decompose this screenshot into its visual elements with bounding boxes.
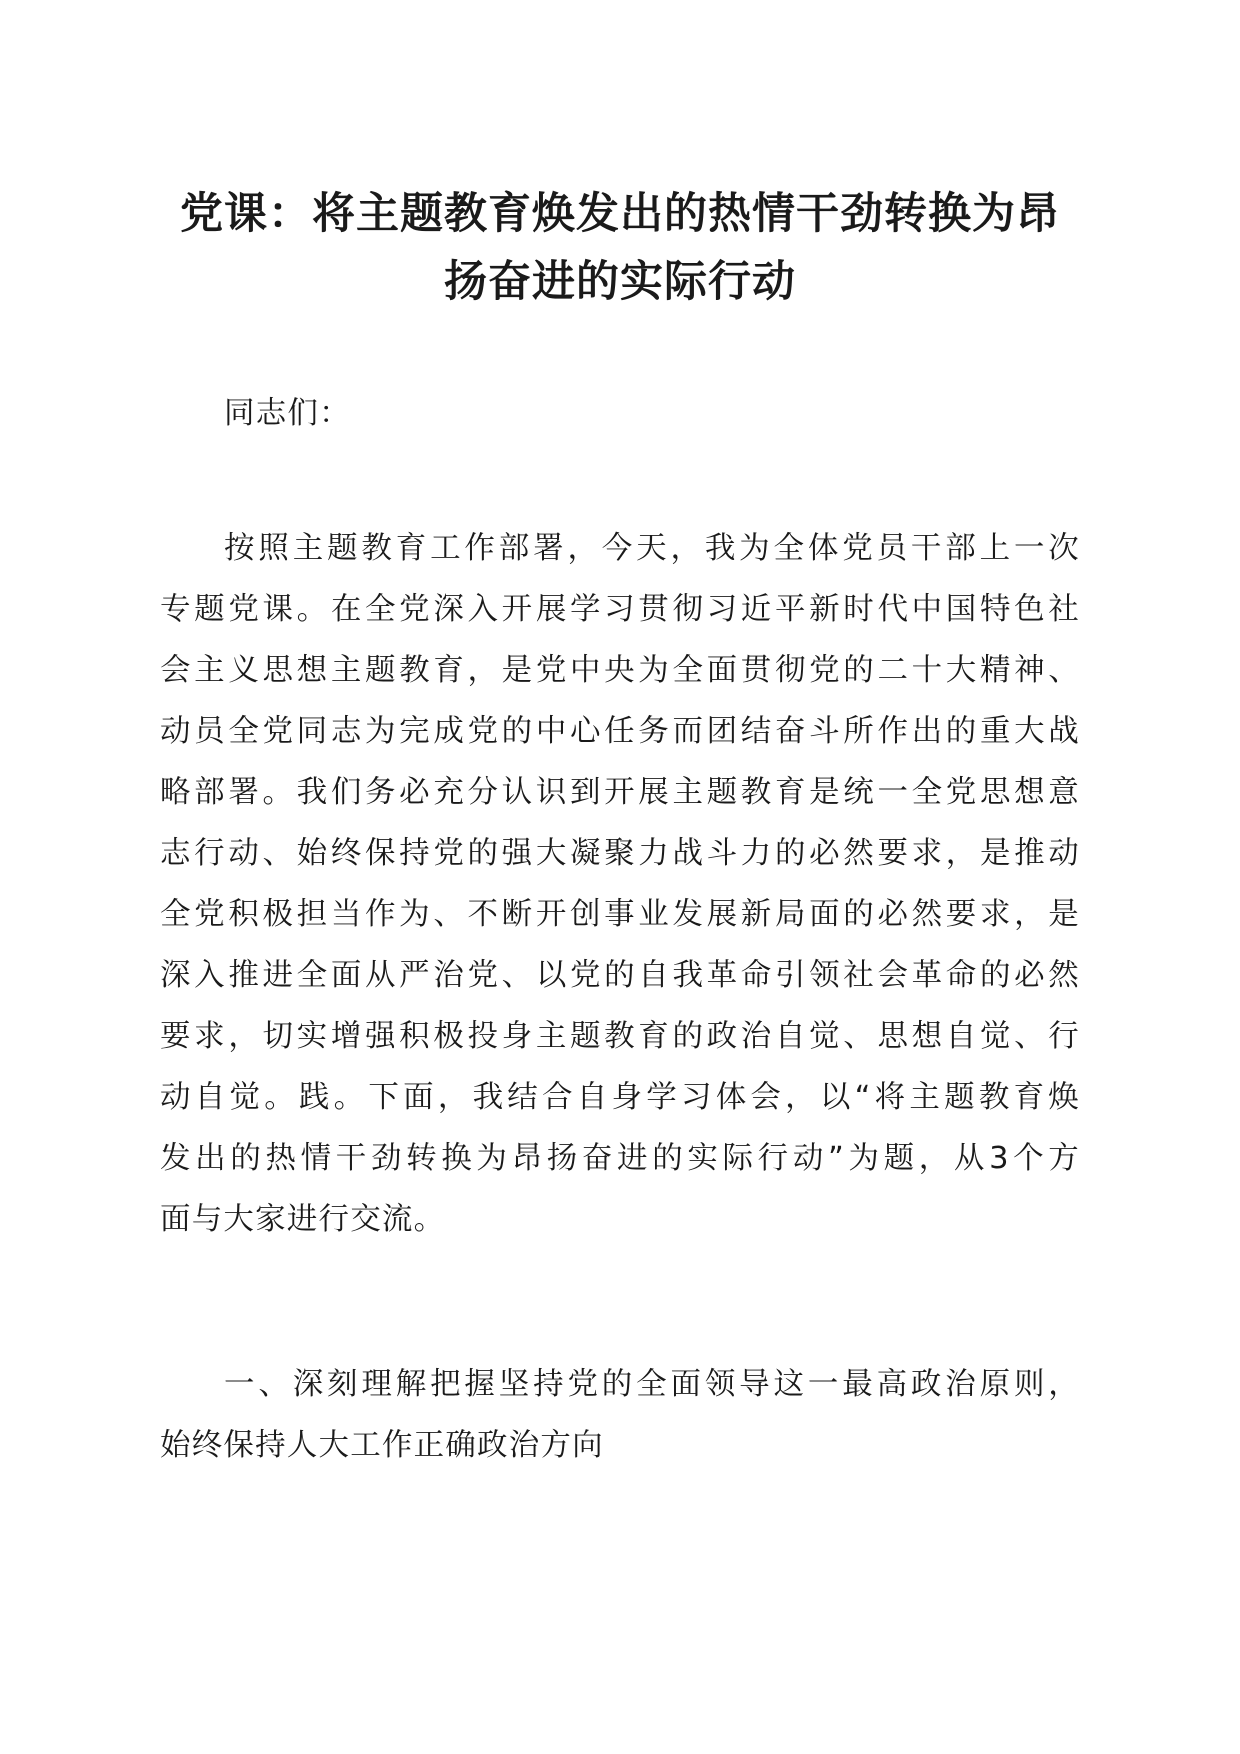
paragraph-line: 全党积极担当作为、不断开创事业发展新局面的必然要求，是 xyxy=(160,897,1080,932)
paragraph-line: 会主义思想主题教育，是党中央为全面贯彻党的二十大精神、 xyxy=(160,653,1080,688)
title-line-2: 扬奋进的实际行动 xyxy=(444,257,796,307)
paragraph-line: 要求，切实增强积极投身主题教育的政治自觉、思想自觉、行 xyxy=(160,1019,1080,1054)
paragraph-line: 专题党课。在全党深入开展学习贯彻习近平新时代中国特色社 xyxy=(160,592,1080,627)
document-title xyxy=(150,180,1090,316)
heading-line: 始终保持人大工作正确政治方向 xyxy=(160,1428,604,1463)
paragraph-line: 深入推进全面从严治党、以党的自我革命引领社会革命的必然 xyxy=(160,958,1080,993)
paragraph-line: 面与大家进行交流。 xyxy=(160,1202,446,1237)
heading-line: 一、深刻理解把握坚持党的全面领导这一最高政治原则， xyxy=(224,1367,1080,1402)
section-heading-1 xyxy=(160,1354,1080,1476)
paragraph-line: 按照主题教育工作部署，今天，我为全体党员干部上一次 xyxy=(224,531,1080,566)
salutation xyxy=(160,383,1080,444)
paragraph-line: 动员全党同志为完成党的中心任务而团结奋斗所作出的重大战 xyxy=(160,714,1080,749)
paragraph-line: 略部署。我们务必充分认识到开展主题教育是统一全党思想意 xyxy=(160,775,1080,810)
paragraph-line: 发出的热情干劲转换为昂扬奋进的实际行动”为题，从3个方 xyxy=(160,1141,1080,1176)
salutation-text: 同志们： xyxy=(224,396,351,431)
title-line-1: 党课：将主题教育焕发出的热情干劲转换为昂 xyxy=(180,189,1060,239)
paragraph-1 xyxy=(160,518,1080,1250)
paragraph-line: 动自觉。践。下面，我结合自身学习体会，以“将主题教育焕 xyxy=(160,1080,1080,1115)
paragraph-line: 志行动、始终保持党的强大凝聚力战斗力的必然要求，是推动 xyxy=(160,836,1080,871)
